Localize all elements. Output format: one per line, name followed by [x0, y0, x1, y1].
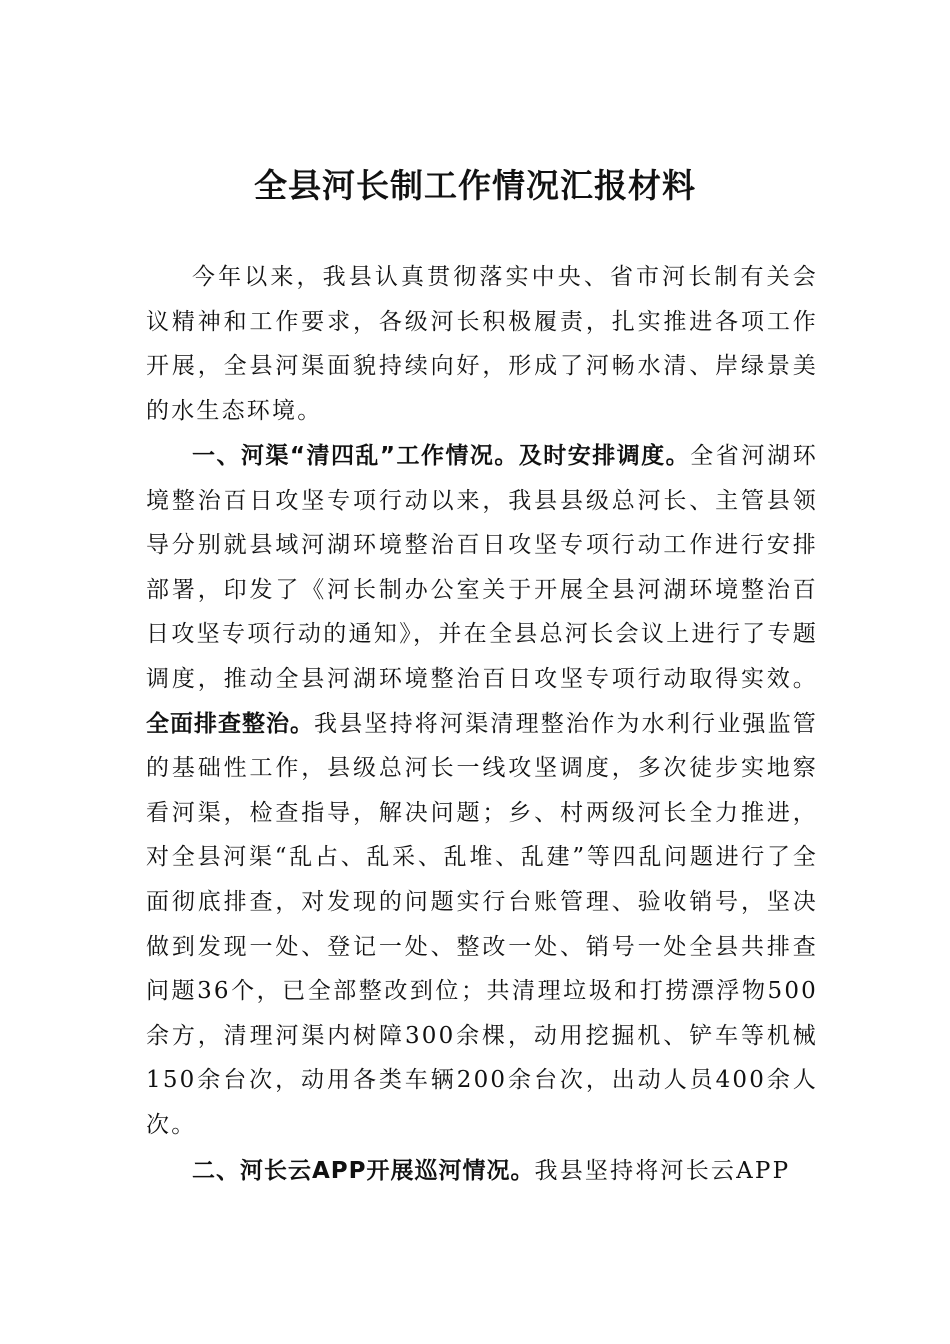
inspection-text: 我县坚持将河渠清理整治作为水利行业强监管的基础性工作，县级总河长一线攻坚调度，多次徒步实地察看河渠，检查指导，解决问题；乡、村两级河长全力推进，对全县河渠“乱占、乱采、乱堆、乱建”等四乱问题进行了全面彻底排查，对发现的问题实行台账管理、验收销号，坚决做到发现一处、登记一处、整改一处、销号一处全县共排查问题36个，已全部整改到位；共清理垃圾和打捞漂浮物500余方，清理河渠内树障300余棵，动用挖掘机、铲车等机械150余台次，动用各类车辆200余台次，出动人员400余人次。: [146, 710, 818, 1138]
document-title: 全县河长制工作情况汇报材料: [254, 166, 696, 205]
section-one-heading: 一、河渠“清四乱”工作情况。: [192, 443, 519, 469]
scheduling-text: 全省河湖环境整治百日攻坚专项行动以来，我县县级总河长、主管县领导分别就县域河湖环境整治百日攻坚专项行动工作进行安排部署，印发了《河长制办公室关于开展全县河湖环境整治百日攻坚专项行动的通知》，并在全县总河长会议上进行了专题调度，推动全县河湖环境整治百日攻坚专项行动取得实效。: [146, 443, 819, 692]
section-two-heading: 二、河长云APP开展巡河情况。: [192, 1158, 535, 1184]
section-two: [146, 1149, 818, 1194]
section-one: [146, 434, 818, 1148]
section-two-text: 我县坚持将河长云APP: [534, 1158, 791, 1184]
intro-paragraph-block: [146, 255, 818, 433]
subheading-scheduling: 及时安排调度。: [518, 443, 691, 469]
subheading-inspection: 全面排查整治。: [146, 710, 314, 737]
intro-paragraph: 今年以来，我县认真贯彻落实中央、省市河长制有关会议精神和工作要求，各级河长积极履责，扎实推进各项工作开展，全县河渠面貌持续向好，形成了河畅水清、岸绿景美的水生态环境。: [146, 264, 818, 424]
section-two-paragraph: [146, 1149, 818, 1194]
section-one-paragraph: [146, 434, 818, 1148]
